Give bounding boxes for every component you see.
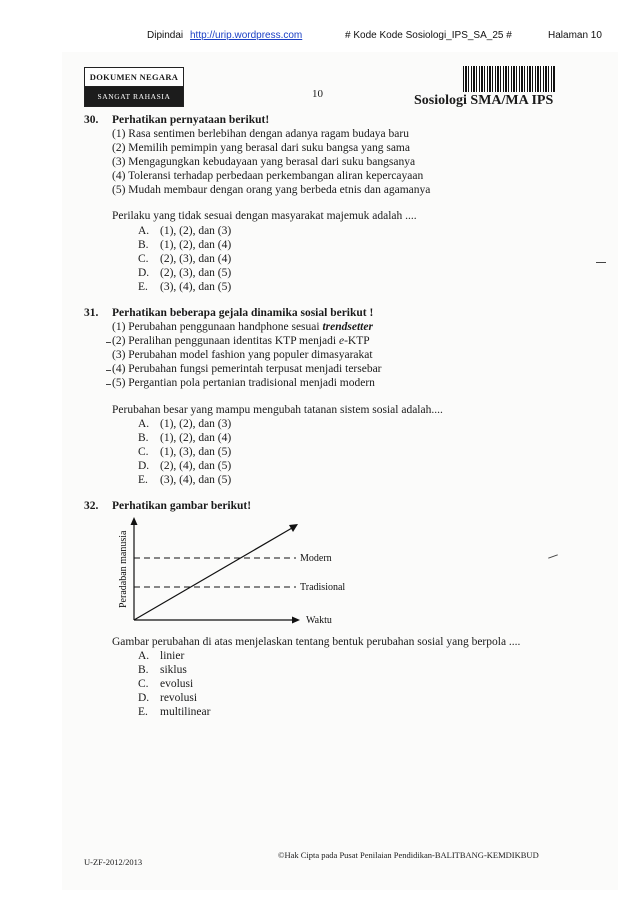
q32-question: Gambar perubahan di atas menjelaskan tentang bentuk perubahan sosial yang berpola .... <box>112 636 521 648</box>
q32-number: 32. <box>84 500 99 512</box>
q31-option-e-letter: E. <box>138 474 148 486</box>
q30-option-c[interactable]: (2), (3), dan (4) <box>160 253 232 265</box>
q30-option-d-letter: D. <box>138 267 150 279</box>
subject-title: Sosiologi SMA/MA IPS <box>414 93 554 108</box>
q30-prompt: Perhatikan pernyataan berikut! <box>112 114 270 126</box>
q31-option-c[interactable]: (1), (3), dan (5) <box>160 446 232 458</box>
q30-statement-4: (4) Toleransi terhadap perbedaan perkembangan aliran kepercayaan <box>112 170 424 182</box>
q31-statement-4: (4) Perubahan fungsi pemerintah terpusat menjadi tersebar <box>112 363 382 375</box>
q31-option-d[interactable]: (2), (4), dan (5) <box>160 460 232 472</box>
q30-statement-5: (5) Mudah membaur dengan orang yang berbeda etnis dan agamanya <box>112 184 431 196</box>
q30-statement-3: (3) Mengagungkan kebudayaan yang berasal dari suku bangsanya <box>112 156 416 168</box>
q31-option-a-letter: A. <box>138 418 150 430</box>
progress-arrow-icon <box>289 524 298 532</box>
source-link[interactable]: http://urip.wordpress.com <box>190 30 303 41</box>
q32-option-c[interactable]: evolusi <box>160 678 194 690</box>
q30-option-b-letter: B. <box>138 239 149 251</box>
document-classification-box <box>84 67 184 107</box>
q30-number: 30. <box>84 114 99 126</box>
q30-question: Perilaku yang tidak sesuai dengan masyarakat majemuk adalah .... <box>112 210 417 222</box>
modern-label: Modern <box>300 553 332 564</box>
page-number: 10 <box>312 88 323 100</box>
q32-option-d-letter: D. <box>138 692 150 704</box>
q31-statement-2: (2) Peralihan penggunaan identitas KTP menjadi e-KTP <box>112 335 370 347</box>
q31-option-d-letter: D. <box>138 460 150 472</box>
q31-option-b[interactable]: (1), (2), dan (4) <box>160 432 232 444</box>
q31-statement-5: (5) Pergantian pola pertanian tradisional menjadi modern <box>112 377 375 389</box>
q31-question: Perubahan besar yang mampu mengubah tatanan sistem sosial adalah.... <box>112 404 443 416</box>
x-axis-arrow-icon <box>292 617 300 624</box>
y-axis-label: Peradaban manusia <box>118 530 129 608</box>
q32-option-e-letter: E. <box>138 706 148 718</box>
q31-prompt: Perhatikan beberapa gejala dinamika sosial berikut ! <box>112 307 374 319</box>
q30-option-e-letter: E. <box>138 281 148 293</box>
q31-option-e[interactable]: (3), (4), dan (5) <box>160 474 232 486</box>
q30-statement-1: (1) Rasa sentimen berlebihan dengan adanya ragam budaya baru <box>112 128 409 140</box>
q30-option-a-letter: A. <box>138 225 150 237</box>
q30-option-d[interactable]: (2), (3), dan (5) <box>160 267 232 279</box>
pen-mark <box>106 370 111 371</box>
q31-number: 31. <box>84 307 99 319</box>
progress-line <box>134 528 292 620</box>
x-axis-label: Waktu <box>306 615 332 626</box>
pen-mark <box>106 384 111 385</box>
q32-option-a[interactable]: linier <box>160 650 185 662</box>
classification-line1: DOKUMEN NEGARA <box>85 68 183 87</box>
document-code: # Kode Kode Sosiologi_IPS_SA_25 # <box>345 30 512 41</box>
q32-option-a-letter: A. <box>138 650 150 662</box>
q32-option-d[interactable]: revolusi <box>160 692 198 704</box>
q32-option-e[interactable]: multilinear <box>160 706 211 718</box>
q31-statement-3: (3) Perubahan model fashion yang populer dimasyarakat <box>112 349 373 361</box>
footer-code: U-ZF-2012/2013 <box>84 857 143 867</box>
q32-prompt: Perhatikan gambar berikut! <box>112 500 252 512</box>
q31-option-b-letter: B. <box>138 432 149 444</box>
classification-line2: SANGAT RAHASIA <box>85 87 183 106</box>
q30-option-a[interactable]: (1), (2), dan (3) <box>160 225 232 237</box>
scanned-prefix: Dipindai <box>147 30 184 41</box>
traditional-label: Tradisional <box>300 582 346 593</box>
barcode <box>463 66 555 92</box>
q31-option-c-letter: C. <box>138 446 149 458</box>
pen-mark <box>106 342 111 343</box>
footer-copyright: ©Hak Cipta pada Pusat Penilaian Pendidikan-BALITBANG-KEMDIKBUD <box>278 850 539 860</box>
q30-option-e[interactable]: (3), (4), dan (5) <box>160 281 232 293</box>
q32-option-b-letter: B. <box>138 664 149 676</box>
page-indicator: Halaman 10 <box>548 30 602 41</box>
q32-option-b[interactable]: siklus <box>160 664 187 676</box>
q30-statement-2: (2) Memilih pemimpin yang berasal dari suku bangsa yang sama <box>112 142 410 154</box>
q31-option-a[interactable]: (1), (2), dan (3) <box>160 418 232 430</box>
scan-info-bar <box>0 30 638 46</box>
pen-mark <box>596 262 606 263</box>
q30-option-c-letter: C. <box>138 253 149 265</box>
q32-option-c-letter: C. <box>138 678 149 690</box>
y-axis-arrow-icon <box>131 517 138 525</box>
q31-statement-1: (1) Perubahan penggunaan handphone sesuai trendsetter <box>112 321 373 333</box>
q30-option-b[interactable]: (1), (2), dan (4) <box>160 239 232 251</box>
social-change-diagram <box>112 514 372 634</box>
